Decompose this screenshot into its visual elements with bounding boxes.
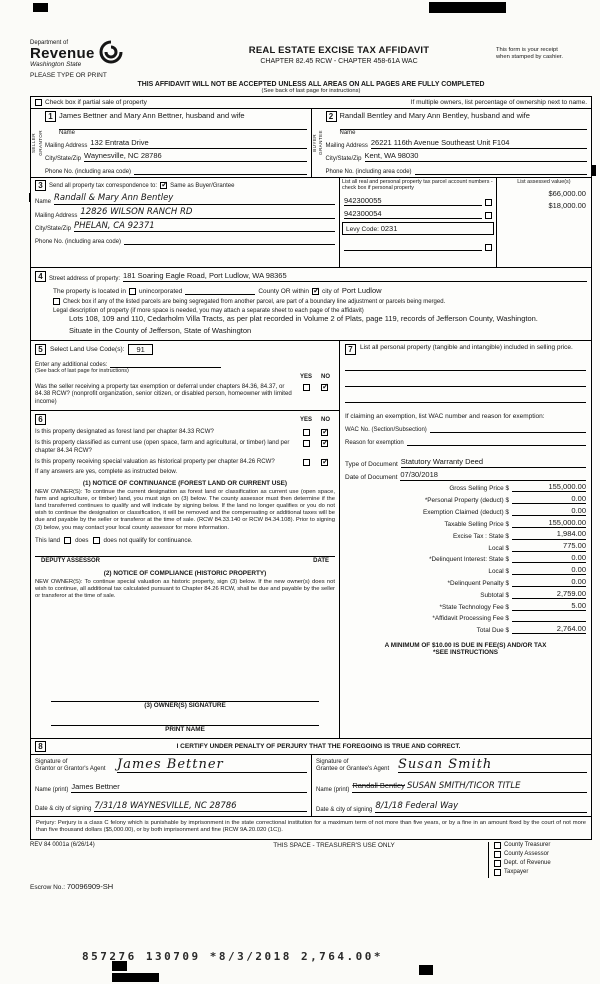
historic-question: Is this property receiving special valuation as historical property per chapter 84.26 RCW? [35,457,275,465]
buyer-grantee-vertical-label: BUYER GRANTEE [311,130,323,156]
redaction-mark [419,965,433,975]
personal-property-checkbox[interactable] [485,199,492,206]
corr-city-value[interactable]: PHELAN, CA 92371 [74,222,335,233]
deputy-assessor-label: DEPUTY ASSESSOR [41,557,101,564]
does-label: does [75,536,89,544]
grantor-date-city-value[interactable]: 7/31/18 WAYNESVILLE, NC 28786 [94,802,307,813]
buyer-mailing-row [326,139,588,149]
street-address-label: Street address of property: [49,276,121,282]
owners-signature-label: (3) OWNER(S) SIGNATURE [144,701,226,709]
historic-question-row [35,458,335,466]
buyer-phone-row [326,165,588,175]
deputy-assessor-line [35,556,335,565]
partial-sale-checkbox[interactable] [35,99,42,106]
dor-swirl-logo-icon [99,40,123,64]
seller-name-label: Name [59,130,76,136]
distribution-item [494,851,592,858]
corr-mailing-value[interactable]: 12826 WILSON RANCH RD [80,208,335,219]
yes-no-header: YES NO [299,416,330,423]
grantor-signature-label: Signature of Grantor or Grantor's Agent [35,759,106,773]
corr-name-label: Name [35,198,52,205]
document-type-row [345,458,586,468]
fee-row: Local $ 775.00 [488,541,586,552]
personal-property-checkbox[interactable] [485,212,492,219]
escrow-value: 70096909-SH [66,881,114,891]
section-3 [31,178,591,268]
parcel-number[interactable]: 942300055 [344,196,482,206]
grantor-name-print-value[interactable]: James Bettner [71,783,307,793]
buyer-phone-value[interactable] [415,165,587,175]
seller-city-value[interactable]: Waynesville, NC 28786 [84,152,306,162]
see-back-instructions-note: (See back of last page for instructions) [35,367,129,374]
parties-row [31,109,591,178]
certify-statement: I CERTIFY UNDER PENALTY OF PERJURY THAT THE FOREGOING IS TRUE AND CORRECT. [176,742,461,750]
parcel-row [340,209,496,219]
city-of-value[interactable]: Port Ludlow [341,286,382,295]
taxable-selling-price-value[interactable]: 155,000.00 [512,519,586,528]
grantee-name-print-label: Name (print) [316,786,350,793]
seller-name-value[interactable]: James Bettner and Mary Ann Bettner, husband and wife [59,111,307,130]
fee-row: Local $ 0.00 [488,565,586,576]
dept-of-label: Department of [30,40,69,46]
subtotal-value[interactable]: 2,759.00 [512,590,586,599]
street-address-value[interactable]: 181 Soaring Eagle Road, Port Ludlow, WA 98365 [123,272,587,282]
city-of-label: city of [321,288,339,295]
buyer-name-label: Name [339,130,356,136]
taxpayer-label: Taxpayer [504,869,529,876]
form-header [30,40,592,79]
buyer-city-row [326,152,588,162]
sections-5-6-7-row [31,341,591,739]
does-not-label: does not qualify for continuance. [103,536,193,544]
wac-number-blank[interactable] [430,423,586,433]
fee-row: *Delinquent Interest: State $ 0.00 [429,553,586,564]
seller-city-row [45,152,307,162]
escrow-label: Escrow No.: [30,883,66,891]
grantee-name-struck: Randall Bentley [352,781,405,791]
section-6 [31,411,339,737]
corr-phone-value[interactable] [124,235,335,245]
seller-section [31,109,311,177]
redaction-mark [429,2,506,13]
grantee-name-print-value[interactable] [352,782,587,793]
deferral-question: Was the seller receiving a property tax exemption or deferral under chapters 84.36, 84.37, or 84.38 RCW? (nonprofit organization, senior citizen, or disabled person, homeowner with limited income) [35,382,292,405]
fee-row: Gross Selling Price $ 155,000.00 [449,482,586,493]
grantee-name-row [316,782,587,793]
section-4 [31,268,591,341]
wac-row [345,423,586,433]
located-in-label: The property is located in [53,288,126,295]
personal-property-label: List all personal property (tangible and intangible) included in selling price. [360,343,573,351]
excise-tax-local-value[interactable]: 775.00 [512,542,586,551]
document-type-label: Type of Document [345,460,398,468]
assessed-column-header: List assessed value(s) [517,179,571,185]
buyer-phone-label: Phone No. (including area code) [325,169,412,175]
legal-description-value[interactable]: Lots 108, 109 and 110, Cedarholm Villa Tracts, as per plat recorded in Volume 2 of Plats, page 119, records of Jefferson County, Washington. [69,314,538,323]
seller-phone-row [45,165,307,175]
fee-row: Exemption Claimed (deduct) $ 0.00 [423,505,586,517]
fee-row: Total Due $ 2,764.00 [476,623,586,635]
grantee-name-handwritten: SUSAN SMITH/TICOR TITLE [406,781,521,792]
grantor-name-print-label: Name (print) [35,786,69,793]
notice-continuance-body: NEW OWNER(S): To continue the current designation as forest land or classification as current use (open space, farm and agriculture, or timber) land, you must sign on (3) below. The county assessor must then determine if the land transferred continues to qualify and will indicate by signing below. If the land no longer qualifies or you do not wish to continue the designation or classification, it will be removed and the compensating or additional taxes will be due and payable by the seller or transferor at the time of sale. (RCW 84.33.140 or RCW 84.34.108). Prior to signing (3) below, you may contact your local county assessor for more information. [35,488,335,531]
does-not-qualify-checkbox[interactable] [93,537,100,544]
grantee-signature[interactable]: Susan Smith [398,758,587,774]
fee-row: Taxable Selling Price $ 155,000.00 [444,517,586,528]
section-7 [339,341,591,738]
personal-property-deduct-value[interactable]: 0.00 [512,495,586,504]
legal-situate-value[interactable]: Situate in the County of Jefferson, State of Washington [69,325,252,335]
multiple-owners-note: If multiple owners, list percentage of ownership next to name. [410,99,587,106]
total-due-value[interactable]: 2,764.00 [512,625,586,634]
document-date-row [345,471,586,481]
fee-row: Excise Tax : State $ 1,984.00 [452,529,586,540]
county-treasurer-checkbox[interactable] [494,842,501,849]
levy-code-label: Levy Code: [346,225,379,233]
distribution-list [488,842,592,878]
affidavit-form [30,96,592,840]
unincorporated-checkbox[interactable] [129,288,136,295]
grantee-signature-label: Signature of Grantee or Grantee's Agent [316,759,390,773]
this-land-label: This land [35,536,61,544]
corr-mailing-label: Mailing Address [35,212,78,219]
same-as-buyer-label: Same as Buyer/Grantee [170,182,235,189]
county-name-blank[interactable] [185,285,255,295]
current-use-yes-checkbox[interactable] [303,440,310,447]
date-label: DATE [313,557,329,564]
fee-row: *State Technology Fee $ 5.00 [439,600,586,611]
notice-continuance-title: (1) NOTICE OF CONTINUANCE (FOREST LAND OR CURRENT USE) [82,479,288,487]
seller-mailing-label: Mailing Address [45,143,88,149]
revenue-wordmark: Revenue [30,45,95,62]
see-instructions-note: *SEE INSTRUCTIONS [433,649,498,657]
deferral-question-row [35,383,335,406]
personal-property-blank[interactable] [345,376,586,387]
corr-name-value[interactable]: Randall & Mary Ann Bentley [54,194,335,205]
buyer-mailing-value[interactable]: 26221 116th Avenue Southeast Unit F104 [371,139,587,149]
grantee-date-row [316,802,587,813]
document-type-value[interactable]: Statutory Warranty Deed [401,458,586,468]
within-city-checkbox[interactable] [312,288,319,295]
section-2-number: 2 [326,111,337,122]
completion-warning: THIS AFFIDAVIT WILL NOT BE ACCEPTED UNLESS ALL AREAS ON ALL PAGES ARE FULLY COMPLETED [137,81,485,88]
wac-number-label: WAC No. (Section/Subsection) [345,426,427,433]
legal-description-label: Legal description of property (if more space is needed, you may attach a separate sheet to each page of the affidavit) [53,308,364,314]
grantor-date-label: Date & city of signing [35,806,92,813]
section-3-number: 3 [35,180,46,191]
seller-mailing-value[interactable]: 132 Entrata Drive [90,139,306,149]
distribution-item [494,869,592,876]
top-options-row [31,97,591,109]
buyer-name-value[interactable]: Randall Bentley and Mary Ann Bentley, husband and wife [340,111,588,130]
parcel-number[interactable]: 942300054 [344,209,482,219]
land-use-code-value[interactable]: 91 [128,344,152,355]
same-as-buyer-checkbox[interactable] [160,182,167,189]
escrow-number-row [30,882,592,891]
assessed-value: $18,000.00 [548,201,586,211]
document-date-label: Date of Document [345,473,398,481]
corr-city-label: City/State/Zip [35,226,72,233]
parcel-column-header: List all real and personal property tax parcel account numbers - check box if personal property [342,179,493,192]
cashier-receipt-stamp: 857276 130709 *8/3/2018 2,764.00* [82,950,384,963]
exemption-note: If claiming an exemption, list WAC number and reason for exemption: [345,412,545,420]
corr-name-row [35,194,335,205]
current-use-no-checkbox[interactable] [321,440,328,447]
seller-city-label: City/State/Zip [45,156,82,162]
historic-yes-checkbox[interactable] [303,459,310,466]
gross-selling-price-value[interactable]: 155,000.00 [512,483,586,492]
parcel-row [340,196,496,206]
seller-phone-value[interactable] [134,165,306,175]
chapter-subtitle: CHAPTER 82.45 RCW - CHAPTER 458-61A WAC [260,58,418,65]
form-footer [30,842,592,878]
document-date-value[interactable]: 07/30/2018 [400,471,586,481]
additional-codes-label: Enter any additional codes: [35,361,108,368]
county-assessor-label: County Assessor [504,851,550,858]
personal-property-blank[interactable] [345,392,586,403]
seller-phone-label: Phone No. (including area code) [45,169,132,175]
section-7-number: 7 [345,344,356,355]
assessed-value: $66,000.00 [548,189,586,199]
seller-grantor-vertical-label: SELLER GRANTOR [31,130,43,156]
section-8 [31,739,591,755]
corr-phone-label: Phone No. (including area code) [35,239,122,246]
dor-logo-block [30,40,182,79]
forest-land-question: Is this property designated as forest land per chapter 84.33 RCW? [35,428,214,436]
if-yes-note: If any answers are yes, complete as instructed below. [35,468,178,475]
receipt-note: This form is your receipt when stamped by cashier. [496,47,564,61]
seller-mailing-row [45,139,307,149]
notice-compliance-body: NEW OWNER(S): To continue special valuation as historic property, sign (3) below. If the new owner(s) does not wish to continue, all additional tax calculated pursuant to Chapter 84.26 RCW, shall be due and payable by the seller or transferor at the time of sale. [35,578,335,600]
section-1-number: 1 [45,111,56,122]
grantor-name-row [35,783,307,793]
segregated-label: Check box if any of the listed parcels are being segregated from another parcel, are part of a boundary line adjustment or parcels being merged. [63,299,446,305]
does-qualify-checkbox[interactable] [64,537,71,544]
distribution-item [494,860,592,867]
qualify-row [35,537,335,544]
county-assessor-checkbox[interactable] [494,851,501,858]
land-use-code-label: Select Land Use Code(s): [50,345,125,353]
buyer-section [311,109,592,177]
redaction-mark [112,973,159,982]
grantee-signature-block [311,755,591,816]
reason-row [345,436,586,446]
current-use-question-row [35,439,335,454]
send-correspondence-label: Send all property tax correspondence to: [49,182,158,189]
historic-no-checkbox[interactable] [321,459,328,466]
parcel-row [340,241,496,251]
county-or-within-label: County OR within [258,288,309,295]
section-5 [31,341,339,412]
see-back-note: (See back of last page for instructions) [261,88,361,94]
section-6-number: 6 [35,414,46,425]
fee-row: *Personal Property (deduct) $ 0.00 [424,493,586,505]
additional-codes-row [35,358,221,368]
exemption-claimed-value[interactable]: 0.00 [512,507,586,516]
dept-of-revenue-label: Dept. of Revenue [504,860,551,867]
fee-row: *Delinquent Penalty $ 0.00 [447,576,586,588]
grantee-date-city-value[interactable]: 8/1/18 Federal Way [375,802,587,813]
distribution-item [494,842,592,849]
dept-of-revenue-checkbox[interactable] [494,860,501,867]
levy-code-value[interactable]: 0231 [380,223,398,233]
delinquent-penalty-value[interactable]: 0.00 [512,578,586,587]
corr-mailing-row [35,208,335,219]
forest-no-checkbox[interactable] [321,429,328,436]
signatures-row [31,755,591,817]
taxpayer-checkbox[interactable] [494,869,501,876]
buyer-city-value[interactable]: Kent, WA 98030 [365,152,587,162]
buyer-city-label: City/State/Zip [325,156,362,162]
yes-no-header: YES NO [299,373,330,380]
section-4-number: 4 [35,271,46,282]
corr-city-row [35,222,335,233]
washington-state-label: Washington State [30,61,82,68]
personal-property-checkbox[interactable] [485,244,492,251]
section-8-number: 8 [35,741,46,752]
personal-property-blank[interactable] [345,360,586,371]
fee-row: *Affidavit Processing Fee $ [345,613,586,622]
delinquent-interest-state-value[interactable]: 0.00 [512,554,586,563]
exemption-reason-blank[interactable] [407,436,586,446]
forest-yes-checkbox[interactable] [303,429,310,436]
current-use-question: Is this property classified as current use (open space, farm and agricultural, or timber) land per chapter 84.34 RCW? [35,439,290,454]
unincorporated-label: unincorporated [138,288,183,295]
please-type-or-print-label: PLEASE TYPE OR PRINT [30,72,107,79]
treasurer-space-label: THIS SPACE - TREASURER'S USE ONLY [273,841,395,849]
perjury-clause: Perjury: Perjury is a class C felony which is punishable by imprisonment in the state correctional institution for a maximum term of not more than five years, or by a fine in an amount fixed by the court of not more than five thousand dollars ($5,000.00), or by both imprisonment and fine (RCW 9A.20.020 (1C)). [36,819,586,834]
deferral-no-checkbox[interactable] [321,384,328,391]
page-title: REAL ESTATE EXCISE TAX AFFIDAVIT [248,45,430,56]
segregated-checkbox[interactable] [53,298,60,305]
forest-land-question-row [35,428,335,436]
affidavit-processing-fee-value[interactable] [512,613,586,622]
deferral-yes-checkbox[interactable] [303,384,310,391]
parcel-number-blank[interactable] [344,241,482,251]
grantor-signature-block [31,755,311,816]
fee-row: Subtotal $ 2,759.00 [480,588,586,599]
buyer-mailing-label: Mailing Address [325,143,368,149]
minimum-fee-note: A MINIMUM OF $10.00 IS DUE IN FEE(S) AND/OR TAX [384,642,547,650]
print-name-label: PRINT NAME [165,725,205,733]
notice-compliance-title: (2) NOTICE OF COMPLIANCE (HISTORIC PROPERTY) [103,569,267,577]
exemption-reason-label: Reason for exemption [345,439,404,446]
excise-tax-state-value[interactable]: 1,984.00 [512,530,586,539]
partial-sale-label: Check box if partial sale of property [45,99,147,106]
section-5-number: 5 [35,344,46,355]
levy-code-box [342,222,494,235]
additional-codes-blank[interactable] [110,358,221,368]
redaction-mark [33,3,48,12]
county-treasurer-label: County Treasurer [504,842,551,849]
delinquent-interest-local-value[interactable]: 0.00 [512,566,586,575]
state-technology-fee-value[interactable]: 5.00 [512,602,586,611]
corr-phone-row [35,235,335,245]
grantee-date-label: Date & city of signing [316,806,373,813]
grantor-signature[interactable]: James Bettner [117,758,307,774]
rev-form-number: REV 84 0001a (6/26/14) [30,841,95,848]
grantor-date-row [35,802,307,813]
